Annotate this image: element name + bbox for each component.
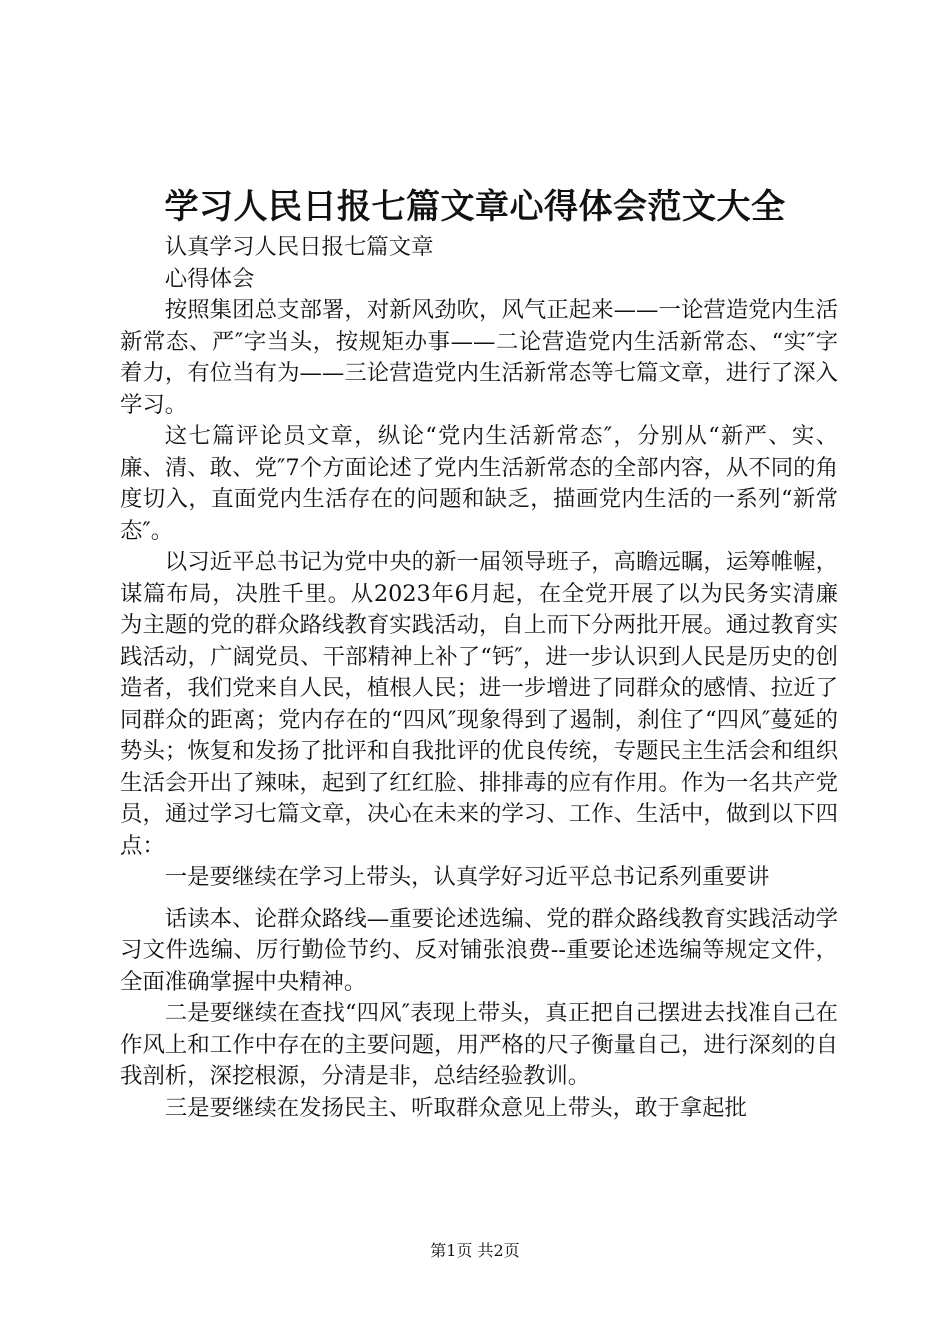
document-title: 学习人民日报七篇文章心得体会范文大全 xyxy=(164,187,786,227)
body-paragraph: 按照集团总支部署，对新风劲吹，风气正起来——一论营造党内生活新常态、严″字当头，按规矩办事——二论营造党内生活新常态、“实″字着力，有位当有为——三论营造党内生活新常态等七篇文章，进行了深入学习。 xyxy=(120,297,838,418)
body-paragraph: 一是要继续在学习上带头，认真学好习近平总书记系列重要讲 xyxy=(164,864,770,890)
subtitle-line: 认真学习人民日报七篇文章 xyxy=(164,234,434,260)
body-paragraph: 三是要继续在发扬民主、听取群众意见上带头，敢于拿起批 xyxy=(164,1094,747,1121)
body-paragraph: 二是要继续在查找“四风″表现上带头，真正把自己摆进去找准自己在作风上和工作中存在的主要问题，用严格的尺子衡量自己，进行深刻的自我剖析，深挖根源，分清是非，总结经验教训。 xyxy=(120,1000,838,1089)
body-paragraph: 这七篇评论员文章，纵论“党内生活新常态″，分别从“新严、实、廉、清、敢、党″7个方面论述了党内生活新常态的全部内容，从不同的角度切入，直面党内生活存在的问题和缺乏，描画党内生活的一系列“新常态″。 xyxy=(120,423,838,544)
body-paragraph: 以习近平总书记为党中央的新一届领导班子，高瞻远瞩，运筹帷幄，谋篇布局，决胜千里。从2023年6月起，在全党开展了以为民务实清廉为主题的党的群众路线教育实践活动，自上而下分两批开展。通过教育实践活动，广阔党员、干部精神上补了“钙″，进一步认识到人民是历史的创造者，我们党来自人民，植根人民；进一步增进了同群众的感情、拉近了同群众的距离；党内存在的“四风″现象得到了遏制，刹住了“四风″蔓延的势头；恢复和发扬了批评和自我批评的优良传统，专题民主生活会和组织生活会开出了辣味，起到了红红脸、排排毒的应有作用。作为一名共产党员，通过学习七篇文章，决心在未来的学习、工作、生活中，做到以下四点： xyxy=(120,549,838,859)
body-paragraph: 话读本、论群众路线—重要论述选编、党的群众路线教育实践活动学习文件选编、厉行勤俭节约、反对铺张浪费--重要论述选编等规定文件，全面准确掌握中央精神。 xyxy=(120,905,838,995)
document-body xyxy=(120,232,838,1124)
subtitle-line: 心得体会 xyxy=(164,265,255,292)
page-number-footer: 第1页 共2页 xyxy=(430,1241,520,1260)
